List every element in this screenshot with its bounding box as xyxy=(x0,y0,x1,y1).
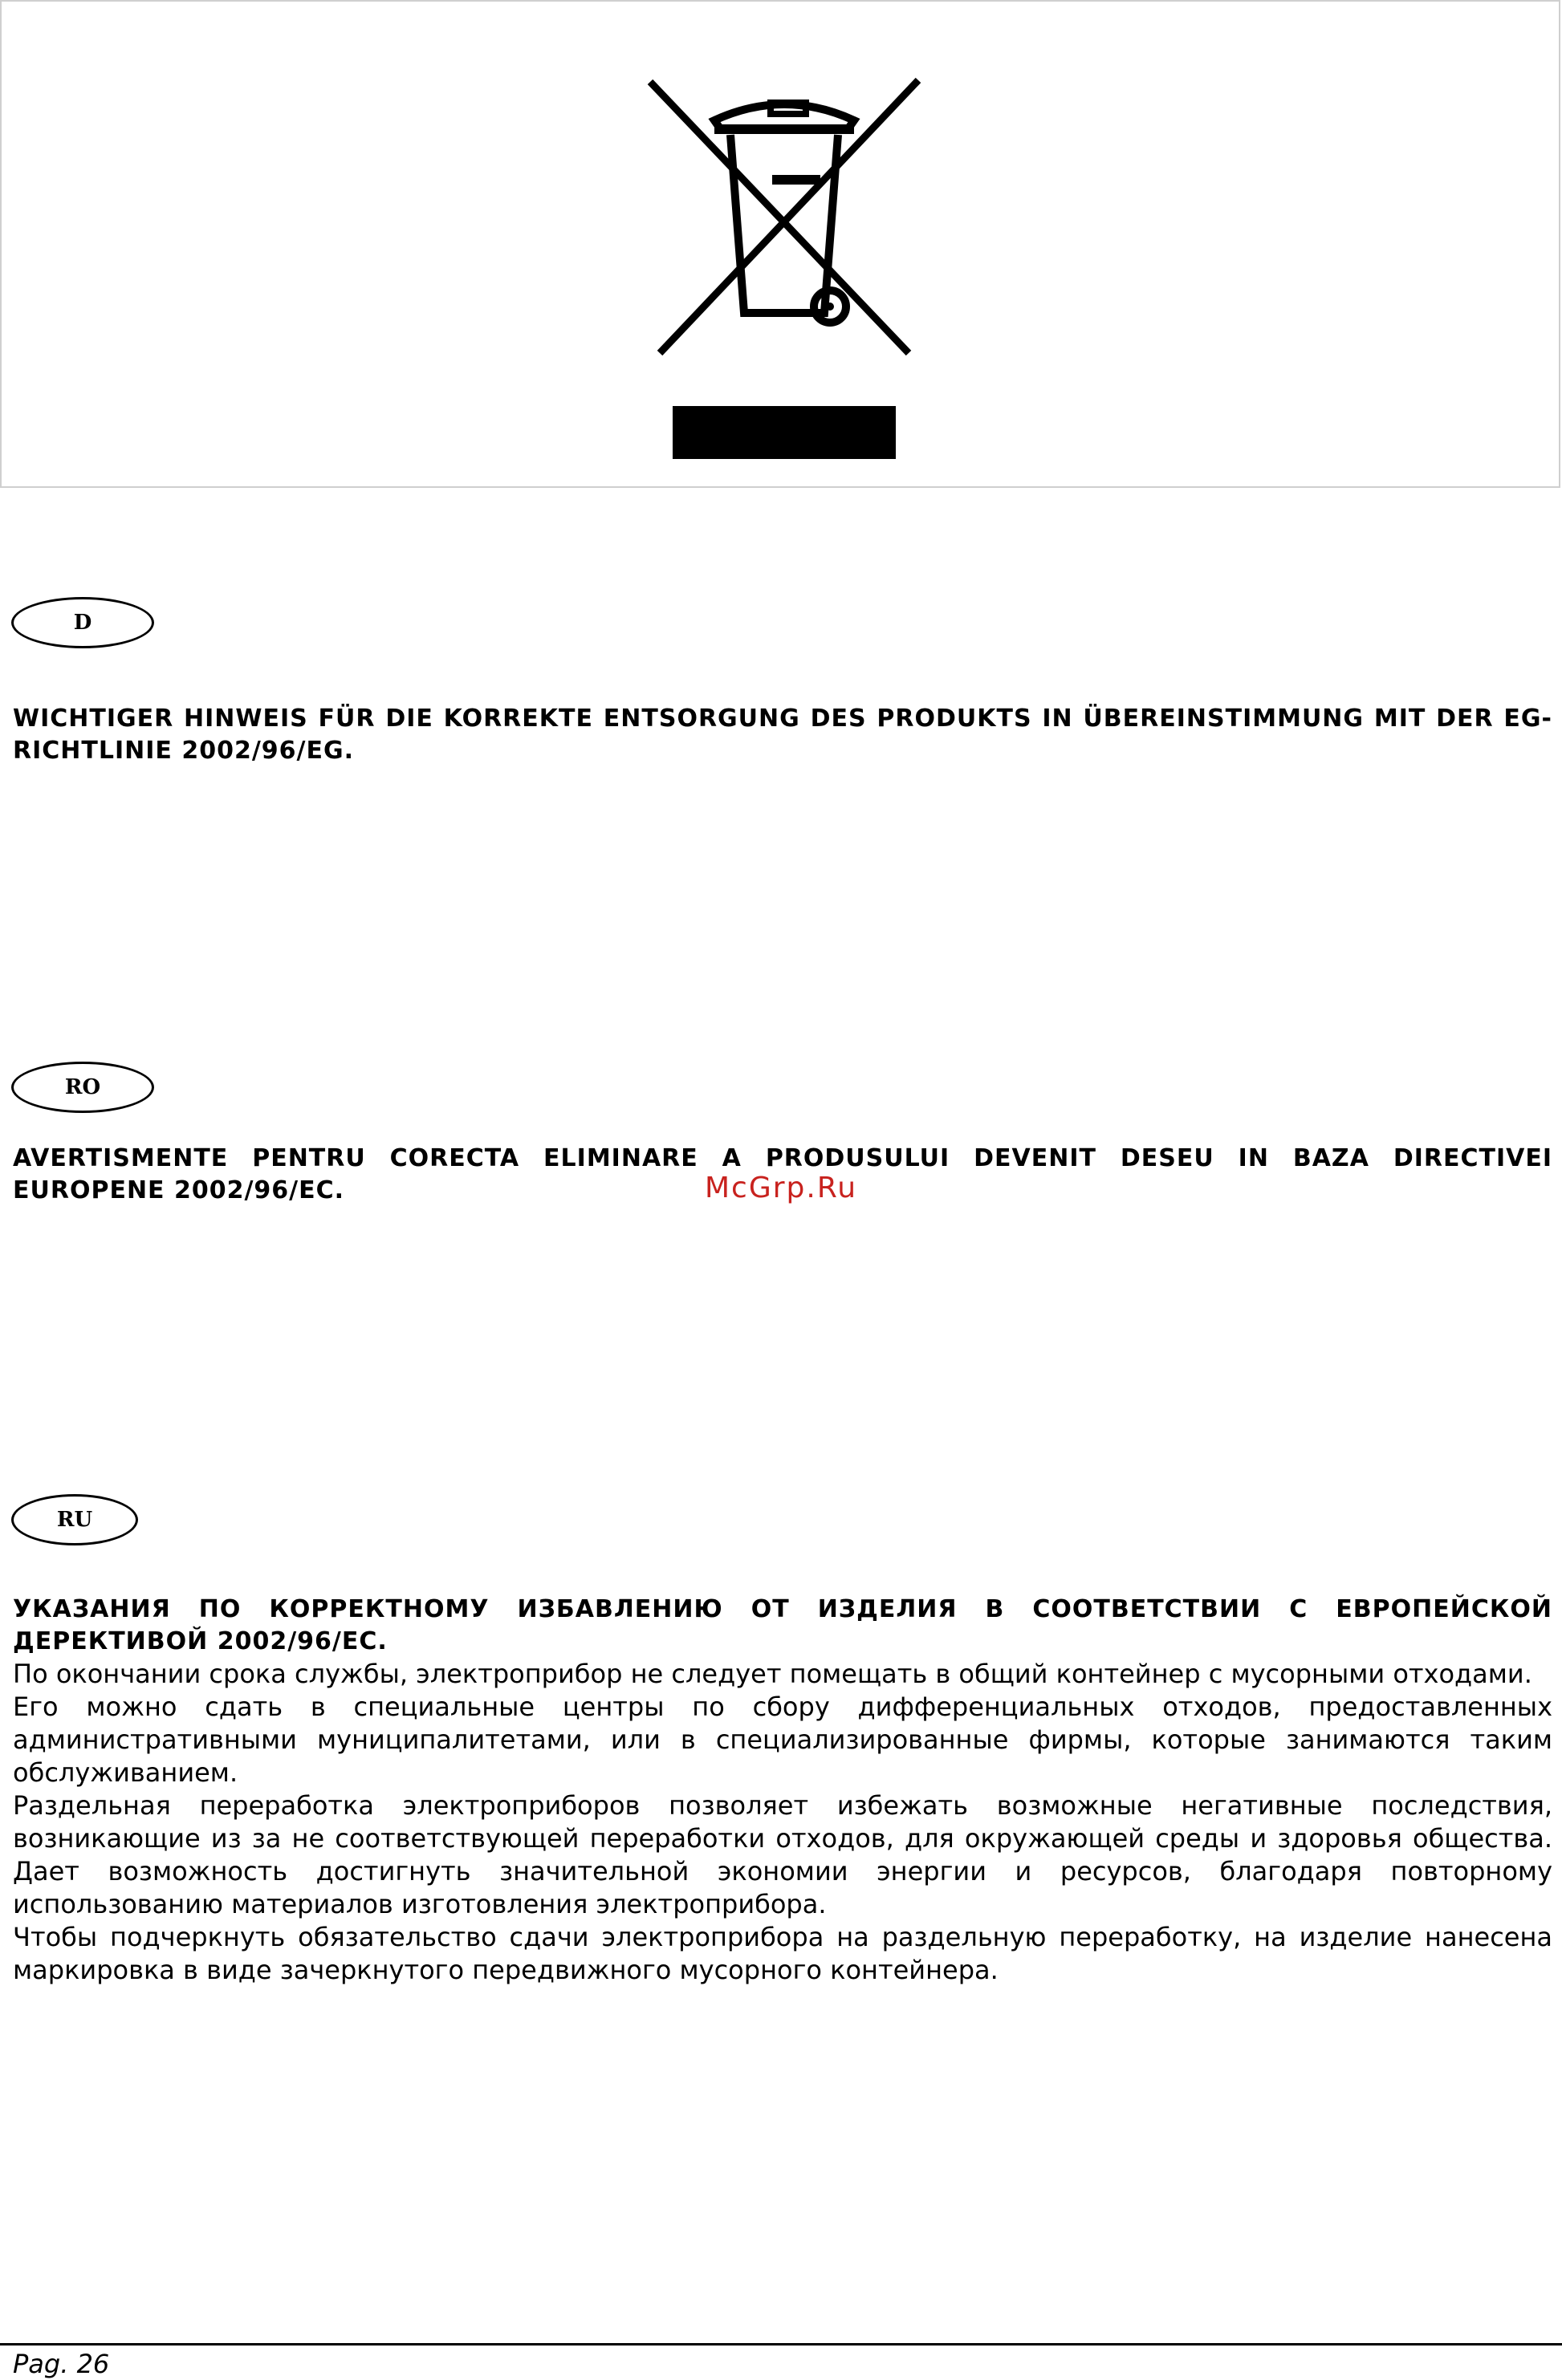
heading-ro: AVERTISMENTE PENTRU CORECTA ELIMINARE A PRODUSULUI DEVENIT DESEU IN BAZA DIRECTIVEI EUROPENE 2002/96/EC. xyxy=(13,1144,1552,1204)
paragraph: Его можно сдать в специальные центры по сбору дифференциальных отходов, предоставленных административными муниципалитетами, или в специализированные фирмы, которые занимаются таким обслуживанием. xyxy=(13,1692,1552,1788)
weee-marking-bar xyxy=(673,406,896,459)
language-badge-d: D xyxy=(11,597,154,648)
language-badge-ro: RO xyxy=(11,1062,154,1113)
footer-divider xyxy=(0,2343,1562,2345)
watermark: McGrp.Ru xyxy=(705,1172,858,1204)
language-badge-ru: RU xyxy=(11,1494,138,1545)
paragraph: Раздельная переработка электроприборов позволяет избежать возможные негативные последствия, возникающие из за не соответствующей переработки отходов, для окружающей среды и здоровья общества. Дает возможность достигнуть значительной экономии энергии и ресурсов, благодаря повторному использованию материалов изготовления электроприбора. xyxy=(13,1790,1552,1919)
heading-ru: УКАЗАНИЯ ПО КОРРЕКТНОМУ ИЗБАВЛЕНИЮ ОТ ИЗДЕЛИЯ В СООТВЕТСТВИИ С ЕВРОПЕЙСКОЙ ДЕРЕКТИВОЙ 2002/96/EC. xyxy=(13,1595,1552,1655)
body-text-ru xyxy=(13,1658,1552,1987)
heading-d: WICHTIGER HINWEIS FÜR DIE KORREKTE ENTSORGUNG DES PRODUKTS IN ÜBEREINSTIMMUNG MIT DER EG-RICHTLINIE 2002/96/EG. xyxy=(13,705,1552,765)
crossed-out-wheelie-bin-icon xyxy=(644,72,925,361)
paragraph: Чтобы подчеркнуть обязательство сдачи электроприбора на раздельную переработку, на изделие нанесена маркировка в виде зачеркнутого передвижного мусорного контейнера. xyxy=(13,1922,1552,1985)
paragraph: По окончании срока службы, электроприбор не следует помещать в общий контейнер с мусорными отходами. xyxy=(13,1659,1532,1689)
weee-symbol-frame xyxy=(0,0,1560,488)
page-number: Pag. 26 xyxy=(13,2349,110,2379)
